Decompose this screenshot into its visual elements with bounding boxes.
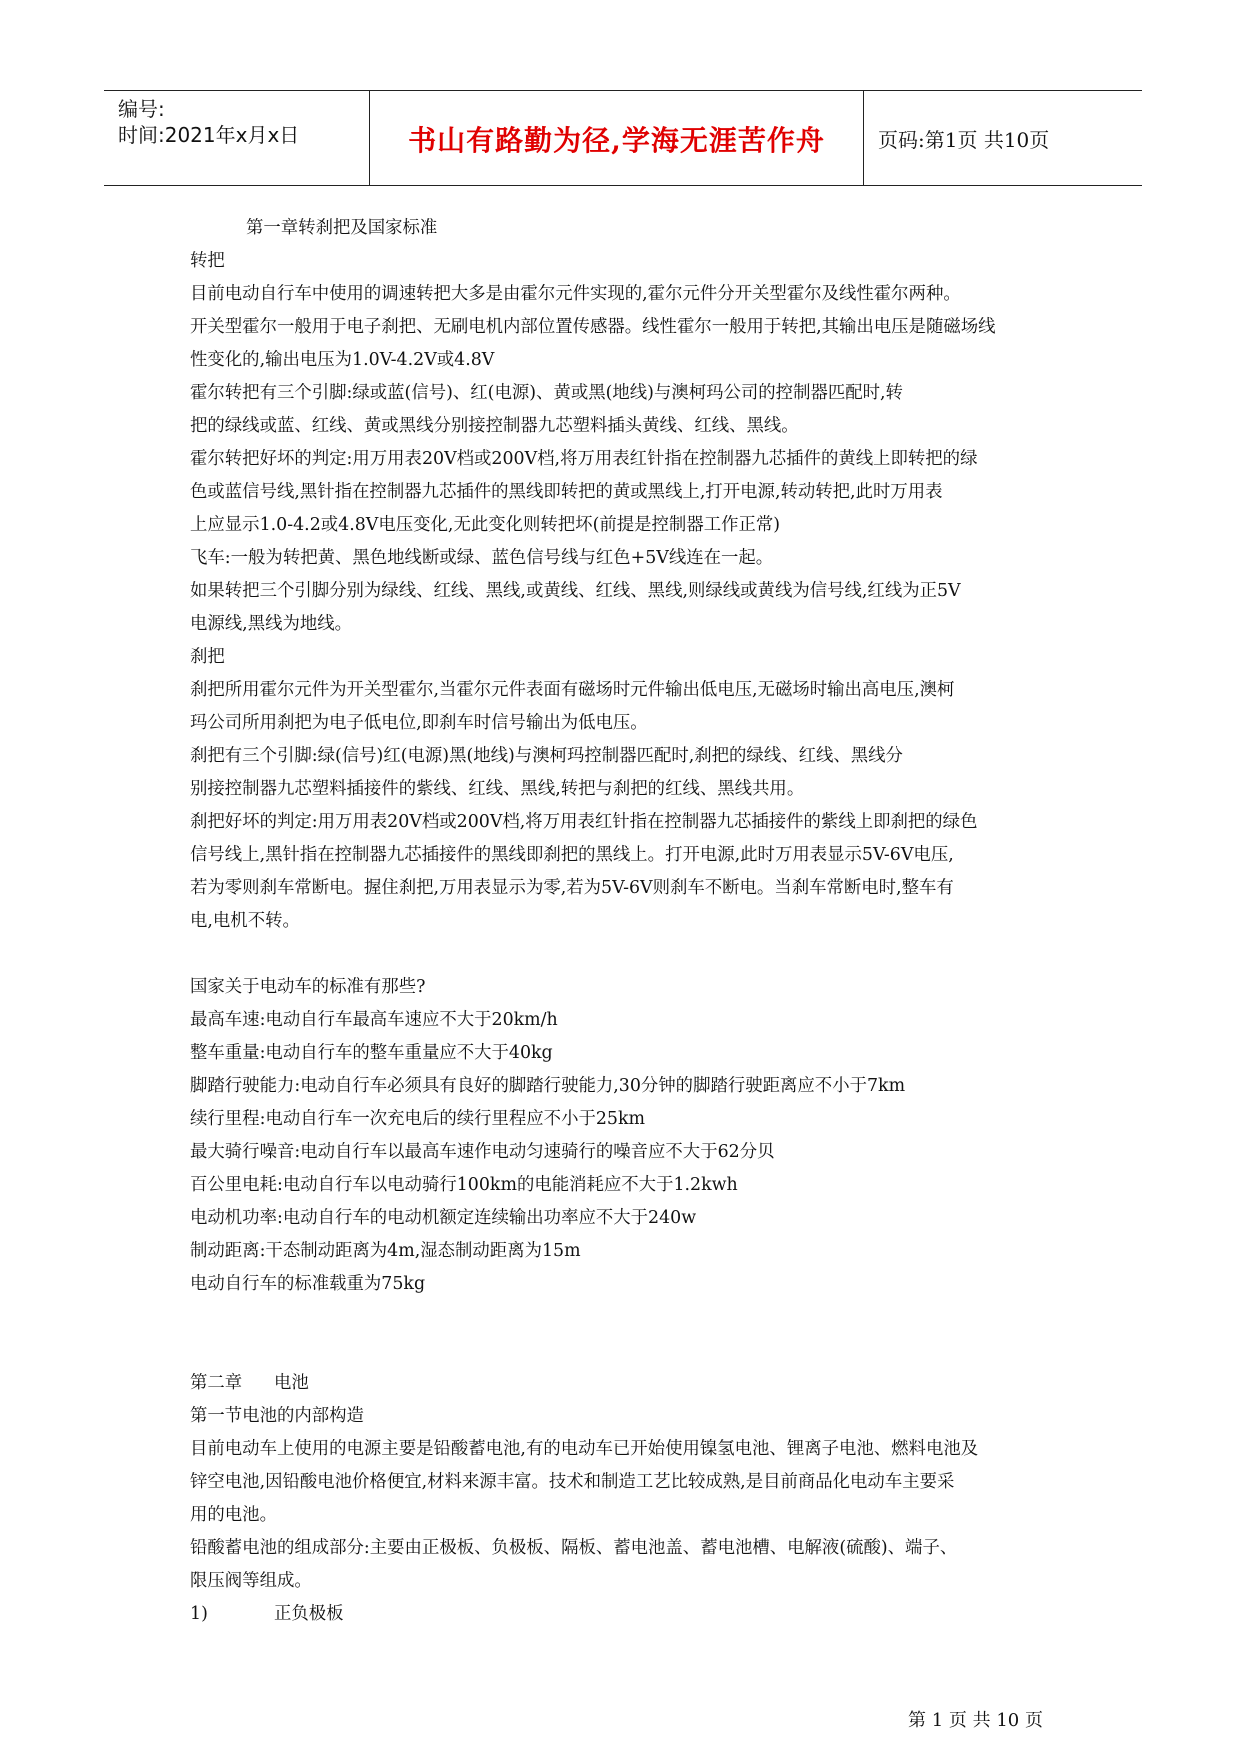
page-footer: 第 1 页 共 10 页 [908, 1710, 1043, 1731]
paragraph-line: 飞车:一般为转把黄、黑色地线断或绿、蓝色信号线与红色+5V线连在一起。 [190, 548, 774, 568]
list-item-number: 1) [190, 1604, 208, 1624]
list-item [190, 1598, 1070, 1631]
blank-line [190, 1301, 1070, 1334]
standard-item: 电动自行车的标准载重为75kg [190, 1274, 426, 1294]
paragraph-line: 霍尔转把好坏的判定:用万用表20V档或200V档,将万用表红针指在控制器九芯插件的黄线上即转把的绿 [190, 449, 978, 469]
doc-time-label: 时间:2021年x月x日 [118, 123, 300, 147]
header-motto: 书山有路勤为径,学海无涯苦作舟 [408, 124, 825, 157]
document-header [104, 90, 1142, 186]
paragraph-line: 用的电池。 [190, 1505, 277, 1525]
standard-item: 最大骑行噪音:电动自行车以最高车速作电动匀速骑行的噪音应不大于62分贝 [190, 1142, 775, 1162]
standard-item: 续行里程:电动自行车一次充电后的续行里程应不小于25km [190, 1109, 646, 1129]
paragraph-line: 玛公司所用刹把为电子低电位,即刹车时信号输出为低电压。 [190, 713, 648, 733]
standards-question: 国家关于电动车的标准有那些? [190, 977, 426, 997]
paragraph-line: 限压阀等组成。 [190, 1571, 312, 1591]
doc-number-label: 编号: [118, 97, 165, 121]
paragraph-line: 目前电动自行车中使用的调速转把大多是由霍尔元件实现的,霍尔元件分开关型霍尔及线性霍尔两种。 [190, 284, 961, 304]
document-body [190, 212, 1070, 1631]
section-heading: 转把 [190, 251, 225, 271]
paragraph-line: 电,电机不转。 [190, 911, 300, 931]
header-meta-cell [104, 91, 370, 185]
chapter-number: 第二章 [190, 1373, 243, 1393]
paragraph-line: 电源线,黑线为地线。 [190, 614, 353, 634]
standard-item: 百公里电耗:电动自行车以电动骑行100km的电能消耗应不大于1.2kwh [190, 1175, 738, 1195]
blank-line [190, 1334, 1070, 1367]
paragraph-line: 色或蓝信号线,黑针指在控制器九芯插件的黑线即转把的黄或黑线上,打开电源,转动转把,此时万用表 [190, 482, 943, 502]
paragraph-line: 别接控制器九芯塑料插接件的紫线、红线、黑线,转把与刹把的红线、黑线共用。 [190, 779, 805, 799]
header-page-cell [864, 91, 1142, 185]
paragraph-line: 刹把所用霍尔元件为开关型霍尔,当霍尔元件表面有磁场时元件输出低电压,无磁场时输出高电压,澳柯 [190, 680, 955, 700]
section-heading: 刹把 [190, 647, 225, 667]
paragraph-line: 刹把有三个引脚:绿(信号)红(电源)黑(地线)与澳柯玛控制器匹配时,刹把的绿线、红线、黑线分 [190, 746, 903, 766]
standard-item: 最高车速:电动自行车最高车速应不大于20km/h [190, 1010, 558, 1030]
paragraph-line: 铅酸蓄电池的组成部分:主要由正极板、负极板、隔板、蓄电池盖、蓄电池槽、电解液(硫酸)、端子、 [190, 1538, 958, 1558]
paragraph-line: 刹把好坏的判定:用万用表20V档或200V档,将万用表红针指在控制器九芯插接件的紫线上即刹把的绿色 [190, 812, 978, 832]
paragraph-line: 若为零则刹车常断电。握住刹把,万用表显示为零,若为5V-6V则刹车不断电。当刹车常断电时,整车有 [190, 878, 954, 898]
paragraph-line: 把的绿线或蓝、红线、黄或黑线分别接控制器九芯塑料插头黄线、红线、黑线。 [190, 416, 799, 436]
blank-line [190, 938, 1070, 971]
paragraph-line: 目前电动车上使用的电源主要是铅酸蓄电池,有的电动车已开始使用镍氢电池、锂离子电池、燃料电池及 [190, 1439, 979, 1459]
paragraph-line: 锌空电池,因铅酸电池价格便宜,材料来源丰富。技术和制造工艺比较成熟,是目前商品化电动车主要采 [190, 1472, 955, 1492]
standard-item: 脚踏行驶能力:电动自行车必须具有良好的脚踏行驶能力,30分钟的脚踏行驶距离应不小于7km [190, 1076, 906, 1096]
paragraph-line: 性变化的,输出电压为1.0V-4.2V或4.8V [190, 350, 495, 370]
paragraph-line: 如果转把三个引脚分别为绿线、红线、黑线,或黄线、红线、黑线,则绿线或黄线为信号线,红线为正5V [190, 581, 961, 601]
standard-item: 整车重量:电动自行车的整车重量应不大于40kg [190, 1043, 553, 1063]
header-page-label: 页码:第1页 共10页 [878, 128, 1050, 152]
header-motto-cell [370, 91, 864, 185]
paragraph-line: 上应显示1.0-4.2或4.8V电压变化,无此变化则转把坏(前提是控制器工作正常) [190, 515, 781, 535]
standard-item: 制动距离:干态制动距离为4m,湿态制动距离为15m [190, 1241, 581, 1261]
paragraph-line: 开关型霍尔一般用于电子刹把、无刷电机内部位置传感器。线性霍尔一般用于转把,其输出电压是随磁场线 [190, 317, 996, 337]
standard-item: 电动机功率:电动自行车的电动机额定连续输出功率应不大于240w [190, 1208, 697, 1228]
list-item-text: 正负极板 [274, 1604, 344, 1624]
chapter-title: 第一章转刹把及国家标准 [246, 218, 438, 238]
chapter-title [190, 1367, 1070, 1400]
chapter-name: 电池 [274, 1373, 309, 1393]
paragraph-line: 信号线上,黑针指在控制器九芯插接件的黑线即刹把的黑线上。打开电源,此时万用表显示5V-6V电压, [190, 845, 954, 865]
section-title: 第一节电池的内部构造 [190, 1406, 364, 1426]
paragraph-line: 霍尔转把有三个引脚:绿或蓝(信号)、红(电源)、黄或黑(地线)与澳柯玛公司的控制器匹配时,转 [190, 383, 903, 403]
